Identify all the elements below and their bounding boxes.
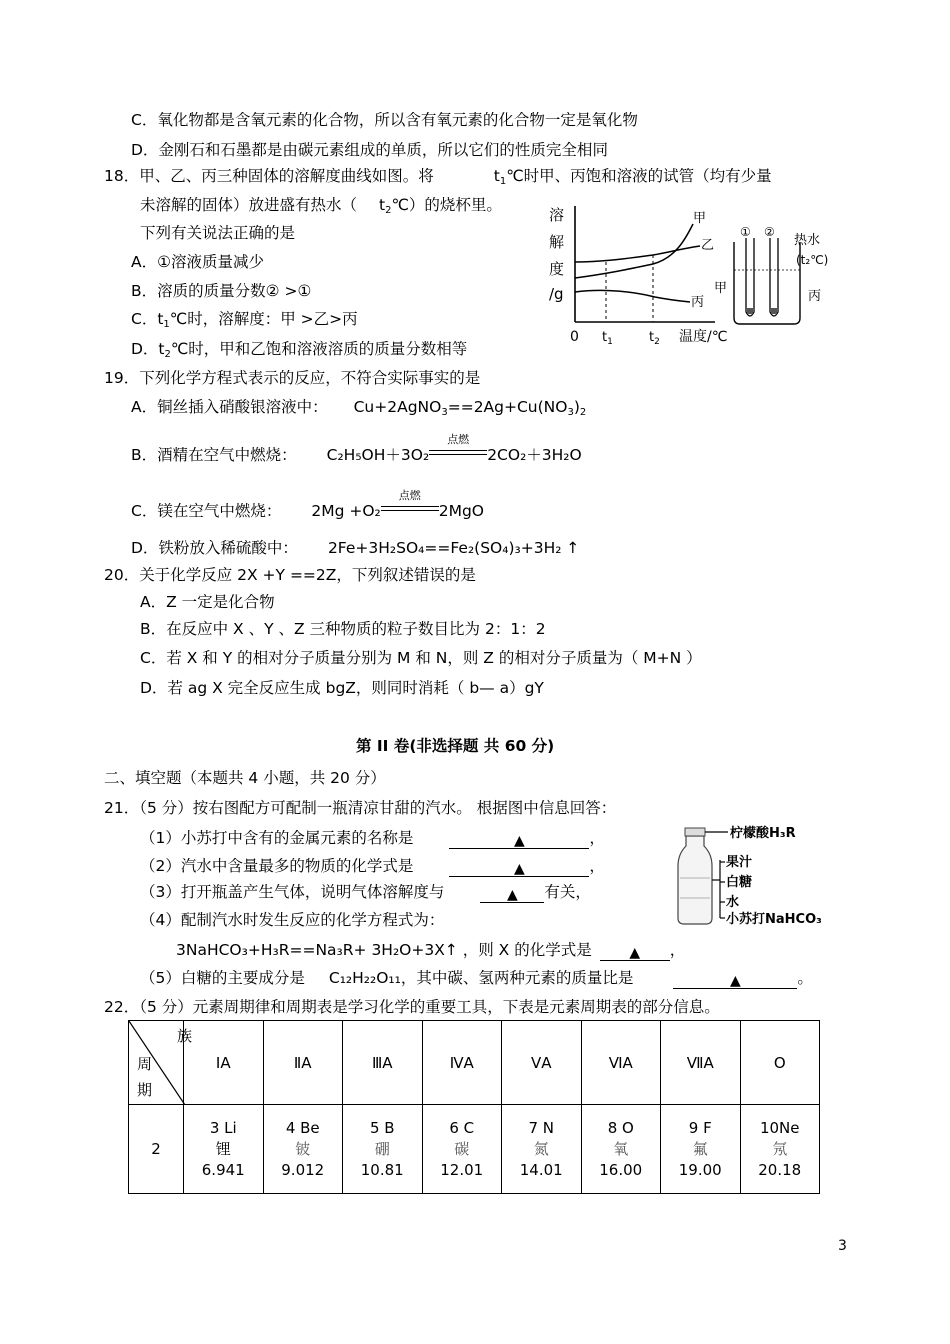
temp-label: (t₂℃) (796, 253, 829, 267)
q21-part5: （5）白糖的主要成分是 C₁₂H₂₂O₁₁，其中碳、氢两种元素的质量比是 ▲ 。 (140, 969, 813, 989)
q19-stem: 19．下列化学方程式表示的反应，不符合实际事实的是 (104, 369, 481, 387)
group-header: ⅥA (581, 1021, 661, 1105)
q21-part2: （2）汽水中含量最多的物质的化学式是 ▲ ， (140, 857, 605, 877)
graph-ylabel-1: 溶 (549, 206, 565, 224)
beaker-label-jia: 甲 (714, 281, 728, 296)
element-mass: 9.012 (281, 1160, 325, 1179)
group-header: ⅤA (502, 1021, 582, 1105)
q18-stem: 18．甲、乙、丙三种固体的溶解度曲线如图。将 $t_1℃$时甲、丙饱和溶液的试管（均有少量 (104, 167, 772, 187)
answer-blank-3[interactable]: ▲ (480, 884, 544, 903)
citric-acid-label: 柠檬酸H₃R (730, 826, 796, 841)
element-cell (581, 1105, 661, 1194)
group-header: ⅠA (184, 1021, 264, 1105)
q21-part4: （4）配制汽水时发生反应的化学方程式为： (140, 911, 445, 929)
element-number: 6 C (449, 1118, 475, 1137)
bottle (678, 836, 712, 924)
q21-part4-eq: 3NaHCO₃+H₃R==Na₃R+ 3H₂O+3X↑ ，则 X 的化学式是 ▲ ， (176, 941, 686, 961)
q20-option-a: A．Z 一定是化合物 (140, 593, 275, 611)
q18-option-c: C．$t_1℃$时，溶解度：甲 >乙>丙 (131, 310, 358, 330)
group-header: ⅣA (422, 1021, 502, 1105)
q18-stem-line3: 下列有关说法正确的是 (140, 224, 296, 242)
element-cell (740, 1105, 820, 1194)
element-mass: 10.81 (360, 1160, 404, 1179)
element-name: 锂 (215, 1139, 231, 1158)
group-header: ⅡA (263, 1021, 343, 1105)
element-mass: 6.941 (201, 1160, 245, 1179)
periodic-table (128, 1020, 820, 1194)
q18-option-a: A．①溶液质量减少 (131, 253, 264, 271)
answer-blank-5[interactable]: ▲ (673, 970, 797, 989)
element-name: 氖 (772, 1139, 788, 1158)
period-label: 2 (129, 1105, 184, 1194)
graph-ylabel-2: 解 (549, 233, 565, 251)
element-cell (661, 1105, 741, 1194)
juice-label: 果汁 (726, 855, 753, 870)
reaction-arrow-b: 点燃 (429, 444, 487, 464)
table-corner-cell (129, 1021, 193, 1105)
q21-part3: （3）打开瓶盖产生气体，说明气体溶解度与 ▲ 有关， (140, 883, 591, 903)
sugar-label: 白糖 (726, 875, 753, 890)
q17-option-c: C．氧化物都是含氧元素的化合物，所以含有氧元素的化合物一定是氧化物 (131, 111, 638, 129)
element-cell (184, 1105, 264, 1194)
graph-origin: 0 (570, 329, 579, 345)
q21-part1: （1）小苏打中含有的金属元素的名称是 ▲ ， (140, 829, 605, 849)
element-number: 5 B (369, 1118, 395, 1137)
tube-1 (746, 238, 754, 316)
label-curve-bing: 丙 (691, 295, 705, 310)
element-number: 8 O (607, 1118, 634, 1137)
answer-blank-4[interactable]: ▲ (600, 942, 670, 961)
graph-ylabel-3: 度 (549, 260, 565, 278)
beaker-diagram (712, 220, 842, 330)
tick-t2: $t_2$ (649, 330, 660, 347)
graph-ylabel-4: /g (549, 285, 564, 303)
element-number: 3 Li (209, 1118, 237, 1137)
element-number: 9 F (688, 1118, 712, 1137)
q17-option-d: D．金刚石和石墨都是由碳元素组成的单质，所以它们的性质完全相同 (131, 141, 608, 159)
element-cell (422, 1105, 502, 1194)
element-cell (263, 1105, 343, 1194)
q18-stem-line2: 未溶解的固体）放进盛有热水（ $t_2℃$）的烧杯里。 (140, 196, 502, 216)
element-name: 氧 (613, 1139, 629, 1158)
label-curve-yi: 乙 (701, 238, 715, 253)
q18-option-d: D．$t_2℃$时，甲和乙饱和溶液溶质的质量分数相等 (131, 340, 468, 360)
solid-1 (747, 308, 753, 314)
baking-soda-label: 小苏打NaHCO₃ (726, 912, 822, 927)
q19-option-c: C．镁在空气中燃烧： 2Mg +O₂ 点燃 2MgO (131, 489, 485, 520)
beaker (734, 242, 800, 324)
graph-xlabel: 温度/℃ (679, 329, 728, 345)
reaction-arrow-c: 点燃 (381, 500, 439, 520)
bottle-cap (685, 828, 705, 836)
element-number: 10Ne (759, 1118, 800, 1137)
period-2-row (129, 1105, 820, 1194)
section2-title: 第 II 卷(非选择题 共 60 分) (356, 737, 555, 755)
element-cell (502, 1105, 582, 1194)
group-header: ⅦA (661, 1021, 741, 1105)
element-number: 4 Be (285, 1118, 320, 1137)
answer-blank-1[interactable]: ▲ (449, 830, 589, 849)
q19-option-d: D．铁粉放入稀硫酸中： 2Fe+3H₂SO₄==Fe₂(SO₄)₃+3H₂ ↑ (131, 539, 580, 557)
soda-bottle-diagram (672, 818, 842, 933)
q21-stem: 21．（5 分）按右图配方可配制一瓶清凉甘甜的汽水。 根据图中信息回答： (104, 799, 617, 817)
q22-stem: 22．（5 分）元素周期律和周期表是学习化学的重要工具，下表是元素周期表的部分信息。 (104, 998, 720, 1016)
q19-option-b: B．酒精在空气中燃烧： C₂H₅OH＋3O₂ 点燃 2CO₂＋3H₂O (131, 433, 582, 464)
table-header-row (129, 1021, 820, 1105)
tube1-label: ① (740, 225, 751, 239)
corner-period-label-2: 期 (137, 1081, 153, 1099)
q20-option-d: D．若 ag X 完全反应生成 bgZ，则同时消耗（ b— a）gY (140, 679, 544, 697)
element-name: 铍 (295, 1139, 311, 1158)
element-mass: 12.01 (440, 1160, 484, 1179)
hot-water-label: 热水 (794, 233, 821, 248)
element-mass: 14.01 (519, 1160, 563, 1179)
q20-option-b: B．在反应中 X 、Y 、Z 三种物质的粒子数目比为 2：1：2 (140, 620, 546, 638)
element-name: 氮 (533, 1139, 549, 1158)
curve-yi (575, 246, 700, 262)
group-header: ⅢA (343, 1021, 423, 1105)
beaker-label-bing: 丙 (808, 289, 822, 304)
q20-option-c: C．若 X 和 Y 的相对分子质量分别为 M 和 N，则 Z 的相对分子质量为（ M+N ） (140, 649, 702, 667)
label-curve-jia: 甲 (693, 211, 707, 226)
element-cell (343, 1105, 423, 1194)
corner-group-label: 族 (177, 1027, 193, 1045)
q18-option-b: B．溶质的质量分数② >① (131, 282, 312, 300)
element-name: 碳 (454, 1139, 470, 1158)
answer-blank-2[interactable]: ▲ (449, 858, 589, 877)
tube2-label: ② (764, 225, 775, 239)
q20-stem: 20．关于化学反应 2X +Y ==2Z，下列叙述错误的是 (104, 566, 476, 584)
corner-period-label-1: 周 (137, 1055, 153, 1073)
curve-bing (575, 290, 690, 302)
element-name: 氟 (692, 1139, 708, 1158)
tube-2 (770, 238, 778, 316)
element-mass: 19.00 (678, 1160, 722, 1179)
element-mass: 16.00 (599, 1160, 643, 1179)
group-header: O (740, 1021, 820, 1105)
solid-2 (771, 308, 777, 314)
element-name: 硼 (374, 1139, 390, 1158)
element-number: 7 N (528, 1118, 555, 1137)
tick-t1: $t_1$ (602, 330, 613, 347)
water-label: 水 (726, 895, 740, 910)
q19-option-a: A．铜丝插入硝酸银溶液中： $Cu+2AgNO_3==2Ag+Cu(NO_3)_2$ (131, 398, 587, 418)
fill-section-title: 二、填空题（本题共 4 小题，共 20 分） (104, 769, 386, 787)
element-mass: 20.18 (758, 1160, 802, 1179)
page-number: 3 (838, 1238, 847, 1254)
